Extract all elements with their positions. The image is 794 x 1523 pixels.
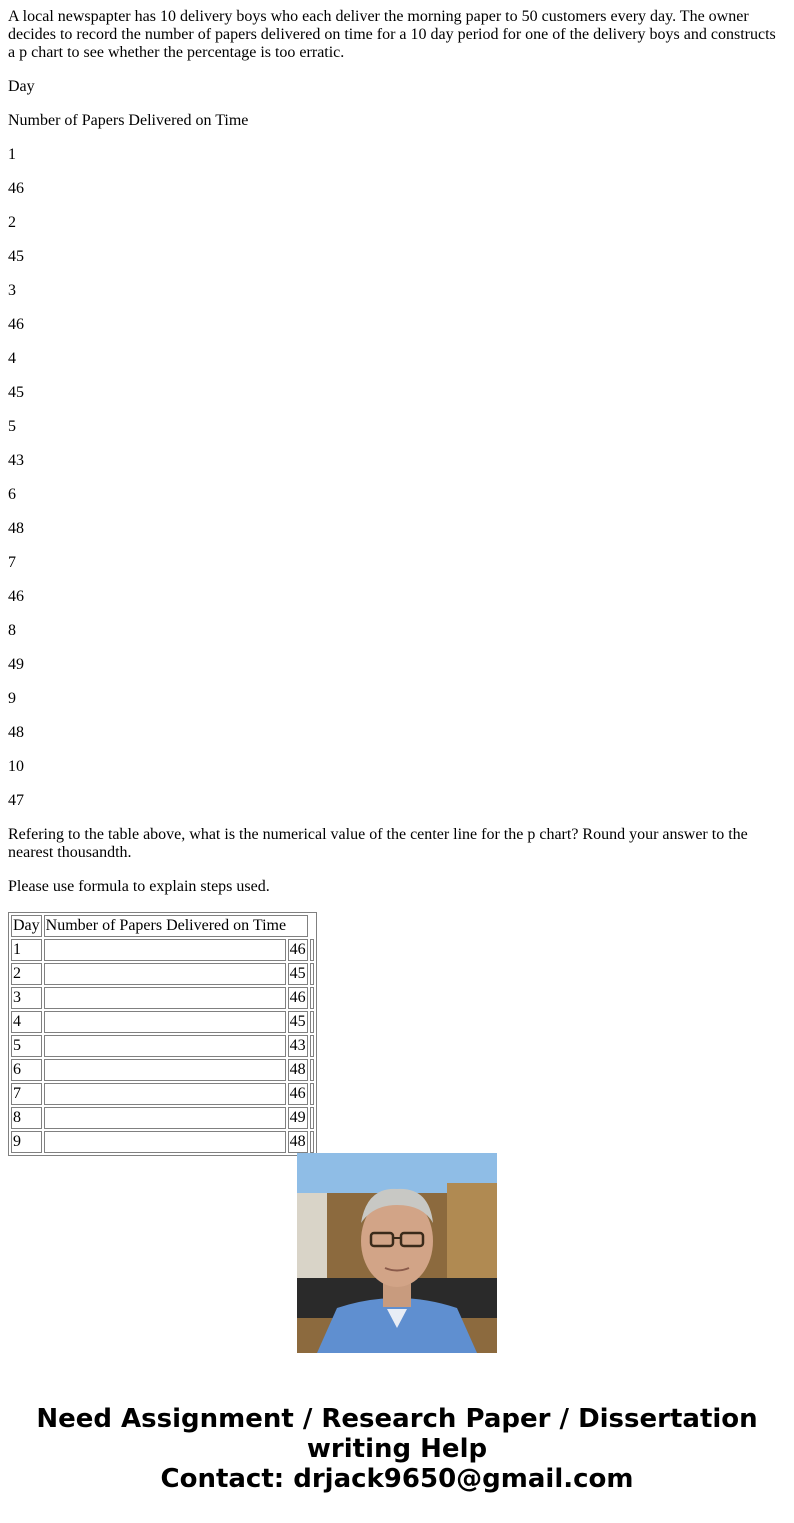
value-list-item: 43	[8, 452, 24, 469]
value-list-item: 5	[8, 418, 16, 435]
table-cell-extra	[310, 963, 314, 985]
table-cell-extra	[310, 1035, 314, 1057]
value-list-item: 3	[8, 282, 16, 299]
question-intro: A local newspapter has 10 delivery boys who each deliver the morning paper to 50 customers every day. The owner decides to record the number of papers delivered on time for a 10 day period for one of the delivery boys and constructs a p chart to see whether the percentage is too erratic.	[8, 8, 776, 61]
column-label-day: Day	[8, 78, 35, 95]
table-cell-empty	[44, 1059, 286, 1081]
table-cell-value: 43	[288, 1035, 308, 1057]
table-row	[11, 963, 314, 985]
table-cell-extra	[310, 1083, 314, 1105]
table-cell-value: 48	[288, 1059, 308, 1081]
table-header-count: Number of Papers Delivered on Time	[44, 915, 308, 937]
promo-line-2: writing Help	[306, 1434, 488, 1464]
table-cell-empty	[44, 1083, 286, 1105]
promo-contact: Contact: drjack9650@gmail.com	[160, 1464, 634, 1494]
avatar	[297, 1153, 497, 1353]
delivery-table	[8, 912, 317, 1156]
question-prompt: Refering to the table above, what is the numerical value of the center line for the p chart? Round your answer to the nearest thousandth.	[8, 826, 748, 861]
promo-text	[0, 1404, 794, 1494]
table-cell-empty	[44, 939, 286, 961]
value-list-item: 47	[8, 792, 24, 809]
table-cell-extra	[310, 939, 314, 961]
value-list-item: 7	[8, 554, 16, 571]
value-list-item: 46	[8, 588, 24, 605]
table-cell-day: 5	[11, 1035, 42, 1057]
value-list	[8, 146, 784, 810]
value-list-item: 49	[8, 656, 24, 673]
value-list-item: 45	[8, 384, 24, 401]
value-list-item: 48	[8, 520, 24, 537]
value-list-item: 45	[8, 248, 24, 265]
table-cell-value: 46	[288, 987, 308, 1009]
table-cell-value: 49	[288, 1107, 308, 1129]
table-cell-extra	[310, 1059, 314, 1081]
table-cell-day: 9	[11, 1131, 42, 1153]
table-row	[11, 987, 314, 1009]
table-cell-extra	[310, 987, 314, 1009]
table-cell-day: 7	[11, 1083, 42, 1105]
table-header-row	[11, 915, 314, 937]
table-cell-value: 45	[288, 1011, 308, 1033]
table-cell-day: 6	[11, 1059, 42, 1081]
table-row	[11, 1083, 314, 1105]
value-list-item: 2	[8, 214, 16, 231]
person-photo-icon	[297, 1153, 497, 1353]
table-cell-value: 45	[288, 963, 308, 985]
promo-banner	[0, 1122, 794, 1523]
table-cell-extra	[310, 1011, 314, 1033]
table-cell-empty	[44, 963, 286, 985]
question-instruction: Please use formula to explain steps used.	[8, 878, 270, 895]
table-cell-value: 48	[288, 1131, 308, 1153]
table-cell-value: 46	[288, 939, 308, 961]
table-cell-day: 1	[11, 939, 42, 961]
column-label-count: Number of Papers Delivered on Time	[8, 112, 249, 129]
value-list-item: 4	[8, 350, 16, 367]
table-cell-value: 46	[288, 1083, 308, 1105]
question-content	[8, 0, 784, 1150]
table-row	[11, 1059, 314, 1081]
table-header-day: Day	[11, 915, 42, 937]
value-list-item: 6	[8, 486, 16, 503]
table-cell-day: 8	[11, 1107, 42, 1129]
table-cell-day: 3	[11, 987, 42, 1009]
value-list-item: 46	[8, 180, 24, 197]
table-row	[11, 939, 314, 961]
value-list-item: 9	[8, 690, 16, 707]
table-cell-day: 4	[11, 1011, 42, 1033]
value-list-item: 48	[8, 724, 24, 741]
table-cell-empty	[44, 987, 286, 1009]
table-cell-day: 2	[11, 963, 42, 985]
table-cell-empty	[44, 1035, 286, 1057]
value-list-item: 8	[8, 622, 16, 639]
value-list-item: 10	[8, 758, 24, 775]
table-row	[11, 1035, 314, 1057]
value-list-item: 1	[8, 146, 16, 163]
promo-line-1: Need Assignment / Research Paper / Dissertation	[36, 1404, 758, 1434]
table-cell-empty	[44, 1011, 286, 1033]
table-row	[11, 1011, 314, 1033]
value-list-item: 46	[8, 316, 24, 333]
